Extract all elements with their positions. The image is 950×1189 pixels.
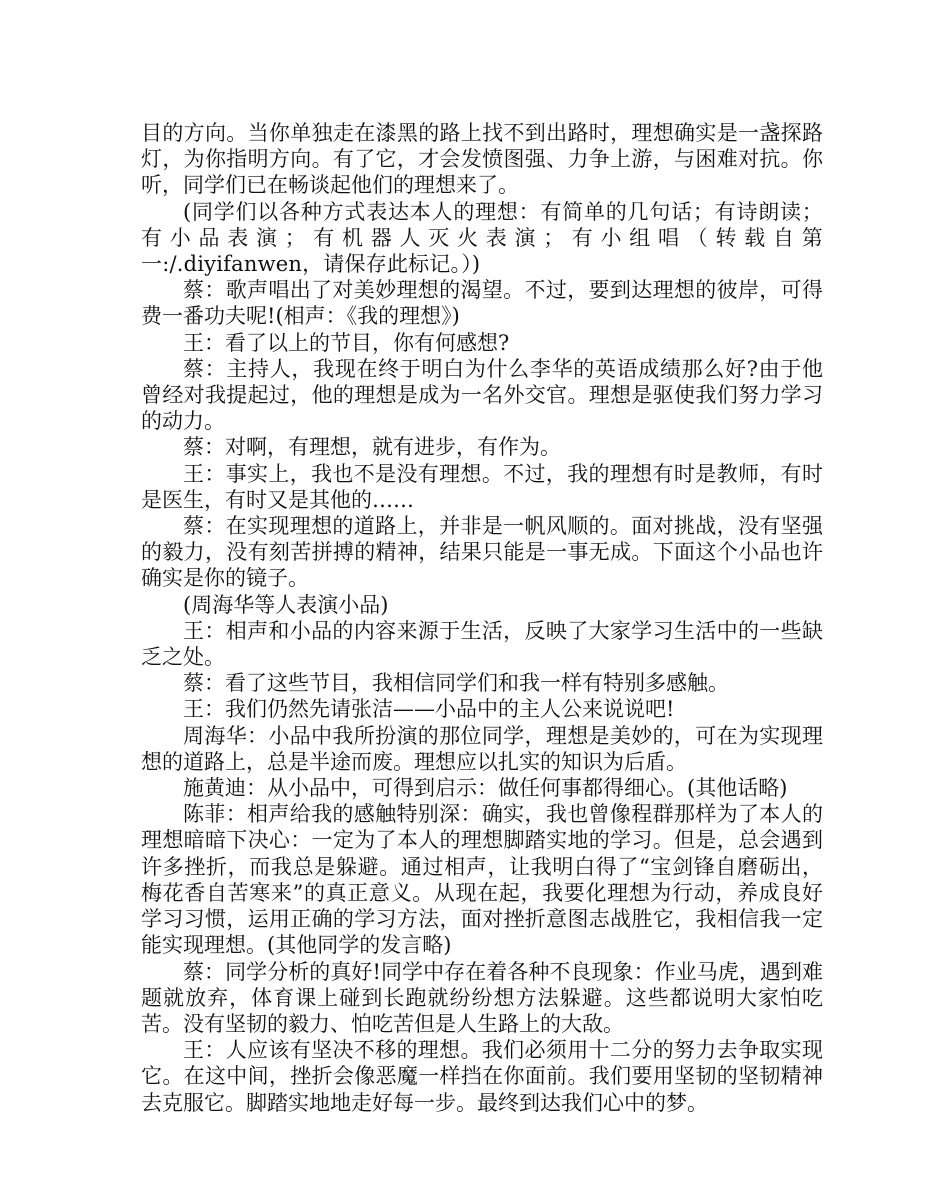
paragraph-cai-3: 蔡：对啊，有理想，就有进步，有作为。	[183, 435, 561, 460]
paragraph-wang-4: 王：我们仍然先请张洁——小品中的主人公来说说吧!	[183, 697, 675, 722]
paragraph-wang-5: 王：人应该有坚决不移的理想。我们必须用十二分的努力去争取实现它。在这中间，挫折会像恶魔一样挡在你面前。我们要用坚韧的坚韧精神去克服它。脚踏实地地走好每一步。最终到达我们心中的梦。	[141, 1038, 823, 1115]
paragraph-shi-huangdi: 施黄迪：从小品中，可得到启示：做任何事都得细心。(其他话略)	[183, 776, 788, 801]
paragraph-wang-3: 王：相声和小品的内容来源于生活，反映了大家学习生活中的一些缺乏之处。	[141, 618, 823, 670]
paragraph-cai-1: 蔡：歌声唱出了对美妙理想的渴望。不过，要到达理想的彼岸，可得费一番功夫呢!(相声：《我的理想》)	[141, 278, 823, 329]
paragraph-cai-2: 蔡：主持人，我现在终于明白为什么李华的英语成绩那么好?由于他曾经对我提起过，他的理想是成为一名外交官。理想是驱使我们努力学习的动力。	[141, 356, 823, 434]
paragraph-zhou-haihua: 周海华：小品中我所扮演的那位同学，理想是美妙的，可在为实现理想的道路上，总是半途而废。理想应以扎实的知识为后盾。	[141, 723, 823, 774]
paragraph-stage-direction-2: (周海华等人表演小品)	[183, 592, 389, 617]
paragraph-stage-direction: (同学们以各种方式表达本人的理想：有简单的几句话；有诗朗读；有 小 品 表 演 ； 有 机 器 人 灭 火 表 演 ； 有 小 组 唱 （ 转 载 自 第一:/.diyifanwen，请保存此标记。）)	[141, 199, 823, 277]
paragraph-cai-6: 蔡：同学分析的真好!同学中存在着各种不良现象：作业马虎，遇到难题就放弃，体育课上碰到长跑就纷纷想方法躲避。这些都说明大家怕吃苦。没有坚韧的毅力、怕吃苦但是人生路上的大敌。	[141, 959, 823, 1036]
paragraph-continuation: 目的方向。当你单独走在漆黑的路上找不到出路时，理想确实是一盏探路灯，为你指明方向。有了它，才会发愤图强、力争上游，与困难对抗。你听，同学们已在畅谈起他们的理想来了。	[141, 121, 823, 198]
paragraph-cai-5: 蔡：看了这些节目，我相信同学们和我一样有特别多感触。	[183, 671, 729, 696]
paragraph-wang-1: 王：看了以上的节目，你有何感想?	[183, 330, 510, 355]
document-page	[141, 120, 823, 1116]
paragraph-wang-2: 王：事实上，我也不是没有理想。不过，我的理想有时是教师，有时是医生，有时又是其他的……	[141, 461, 823, 512]
paragraph-chen-fei: 陈菲：相声给我的感触特别深：确实，我也曾像程群那样为了本人的理想暗暗下决心：一定为了本人的理想脚踏实地的学习。但是，总会遇到许多挫折，而我总是躲避。通过相声，让我明白得了“宝剑锋自磨砺出，梅花香自苦寒来”的真正意义。从现在起，我要化理想为行动，养成良好学习习惯，运用正确的学习方法，面对挫折意图志战胜它，我相信我一定能实现理想。(其他同学的发言略)	[141, 802, 823, 958]
paragraph-cai-4: 蔡：在实现理想的道路上，并非是一帆风顺的。面对挑战，没有坚强的毅力，没有刻苦拼搏的精神，结果只能是一事无成。下面这个小品也许确实是你的镜子。	[141, 514, 823, 591]
